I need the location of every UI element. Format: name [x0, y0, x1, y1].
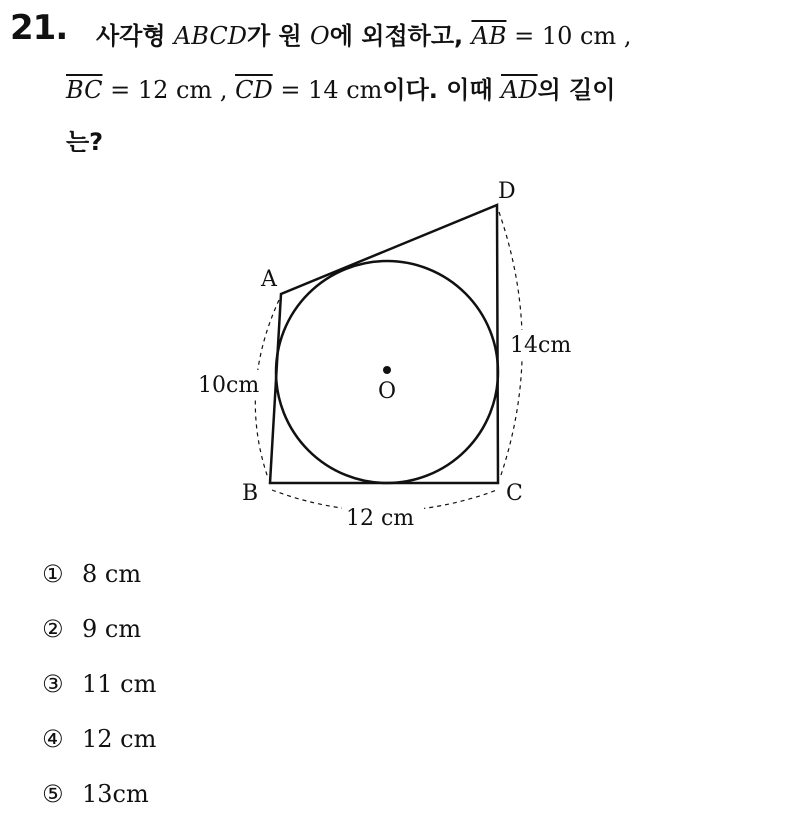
quad-name: ABCD	[173, 22, 247, 50]
choice-5[interactable]	[42, 780, 149, 808]
segment-ab: $\overline{AB}$	[471, 22, 507, 50]
choice-number: ①	[42, 560, 64, 588]
choice-1[interactable]	[42, 560, 141, 588]
question-text: 에 외접하고,	[329, 22, 472, 50]
vertex-label-d: D	[498, 179, 516, 204]
segment-bc-value: = 12 cm ,	[102, 76, 236, 104]
choice-value: 12 cm	[82, 725, 157, 753]
question-text: 이다. 이때	[382, 76, 501, 104]
question-line-3: 는?	[66, 128, 104, 156]
choice-number: ⑤	[42, 780, 64, 808]
question-text: 사각형	[96, 22, 174, 50]
vertex-label-b: B	[242, 481, 259, 506]
choice-value: 9 cm	[82, 615, 142, 643]
choice-number: ②	[42, 615, 64, 643]
length-label-cd: 14cm	[510, 333, 572, 358]
choice-3[interactable]	[42, 670, 156, 698]
center-dot	[383, 366, 391, 374]
length-label-ab: 10cm	[198, 373, 260, 398]
segment-cd-value: = 14 cm	[272, 76, 383, 104]
length-label-bc: 12 cm	[346, 506, 415, 531]
choice-number: ④	[42, 725, 64, 753]
vertex-label-c: C	[506, 481, 523, 506]
question-text: 의 길이	[537, 76, 616, 104]
question-text: 가 원	[246, 22, 311, 50]
question-number: 21.	[10, 8, 68, 48]
quadrilateral-abcd	[270, 205, 498, 483]
circle-name: O	[310, 22, 330, 50]
segment-ab-value: = 10 cm ,	[506, 22, 632, 50]
center-label-o: O	[378, 379, 397, 404]
choice-value: 11 cm	[82, 670, 157, 698]
segment-cd: $\overline{CD}$	[235, 76, 273, 104]
choice-value: 13cm	[82, 780, 149, 808]
choice-number: ③	[42, 670, 64, 698]
segment-bc: $\overline{BC}$	[66, 76, 103, 104]
segment-ad: $\overline{AD}$	[501, 76, 538, 104]
choice-value: 8 cm	[82, 560, 142, 588]
vertex-label-a: A	[261, 267, 277, 292]
choice-4[interactable]	[42, 725, 156, 753]
choice-2[interactable]	[42, 615, 141, 643]
